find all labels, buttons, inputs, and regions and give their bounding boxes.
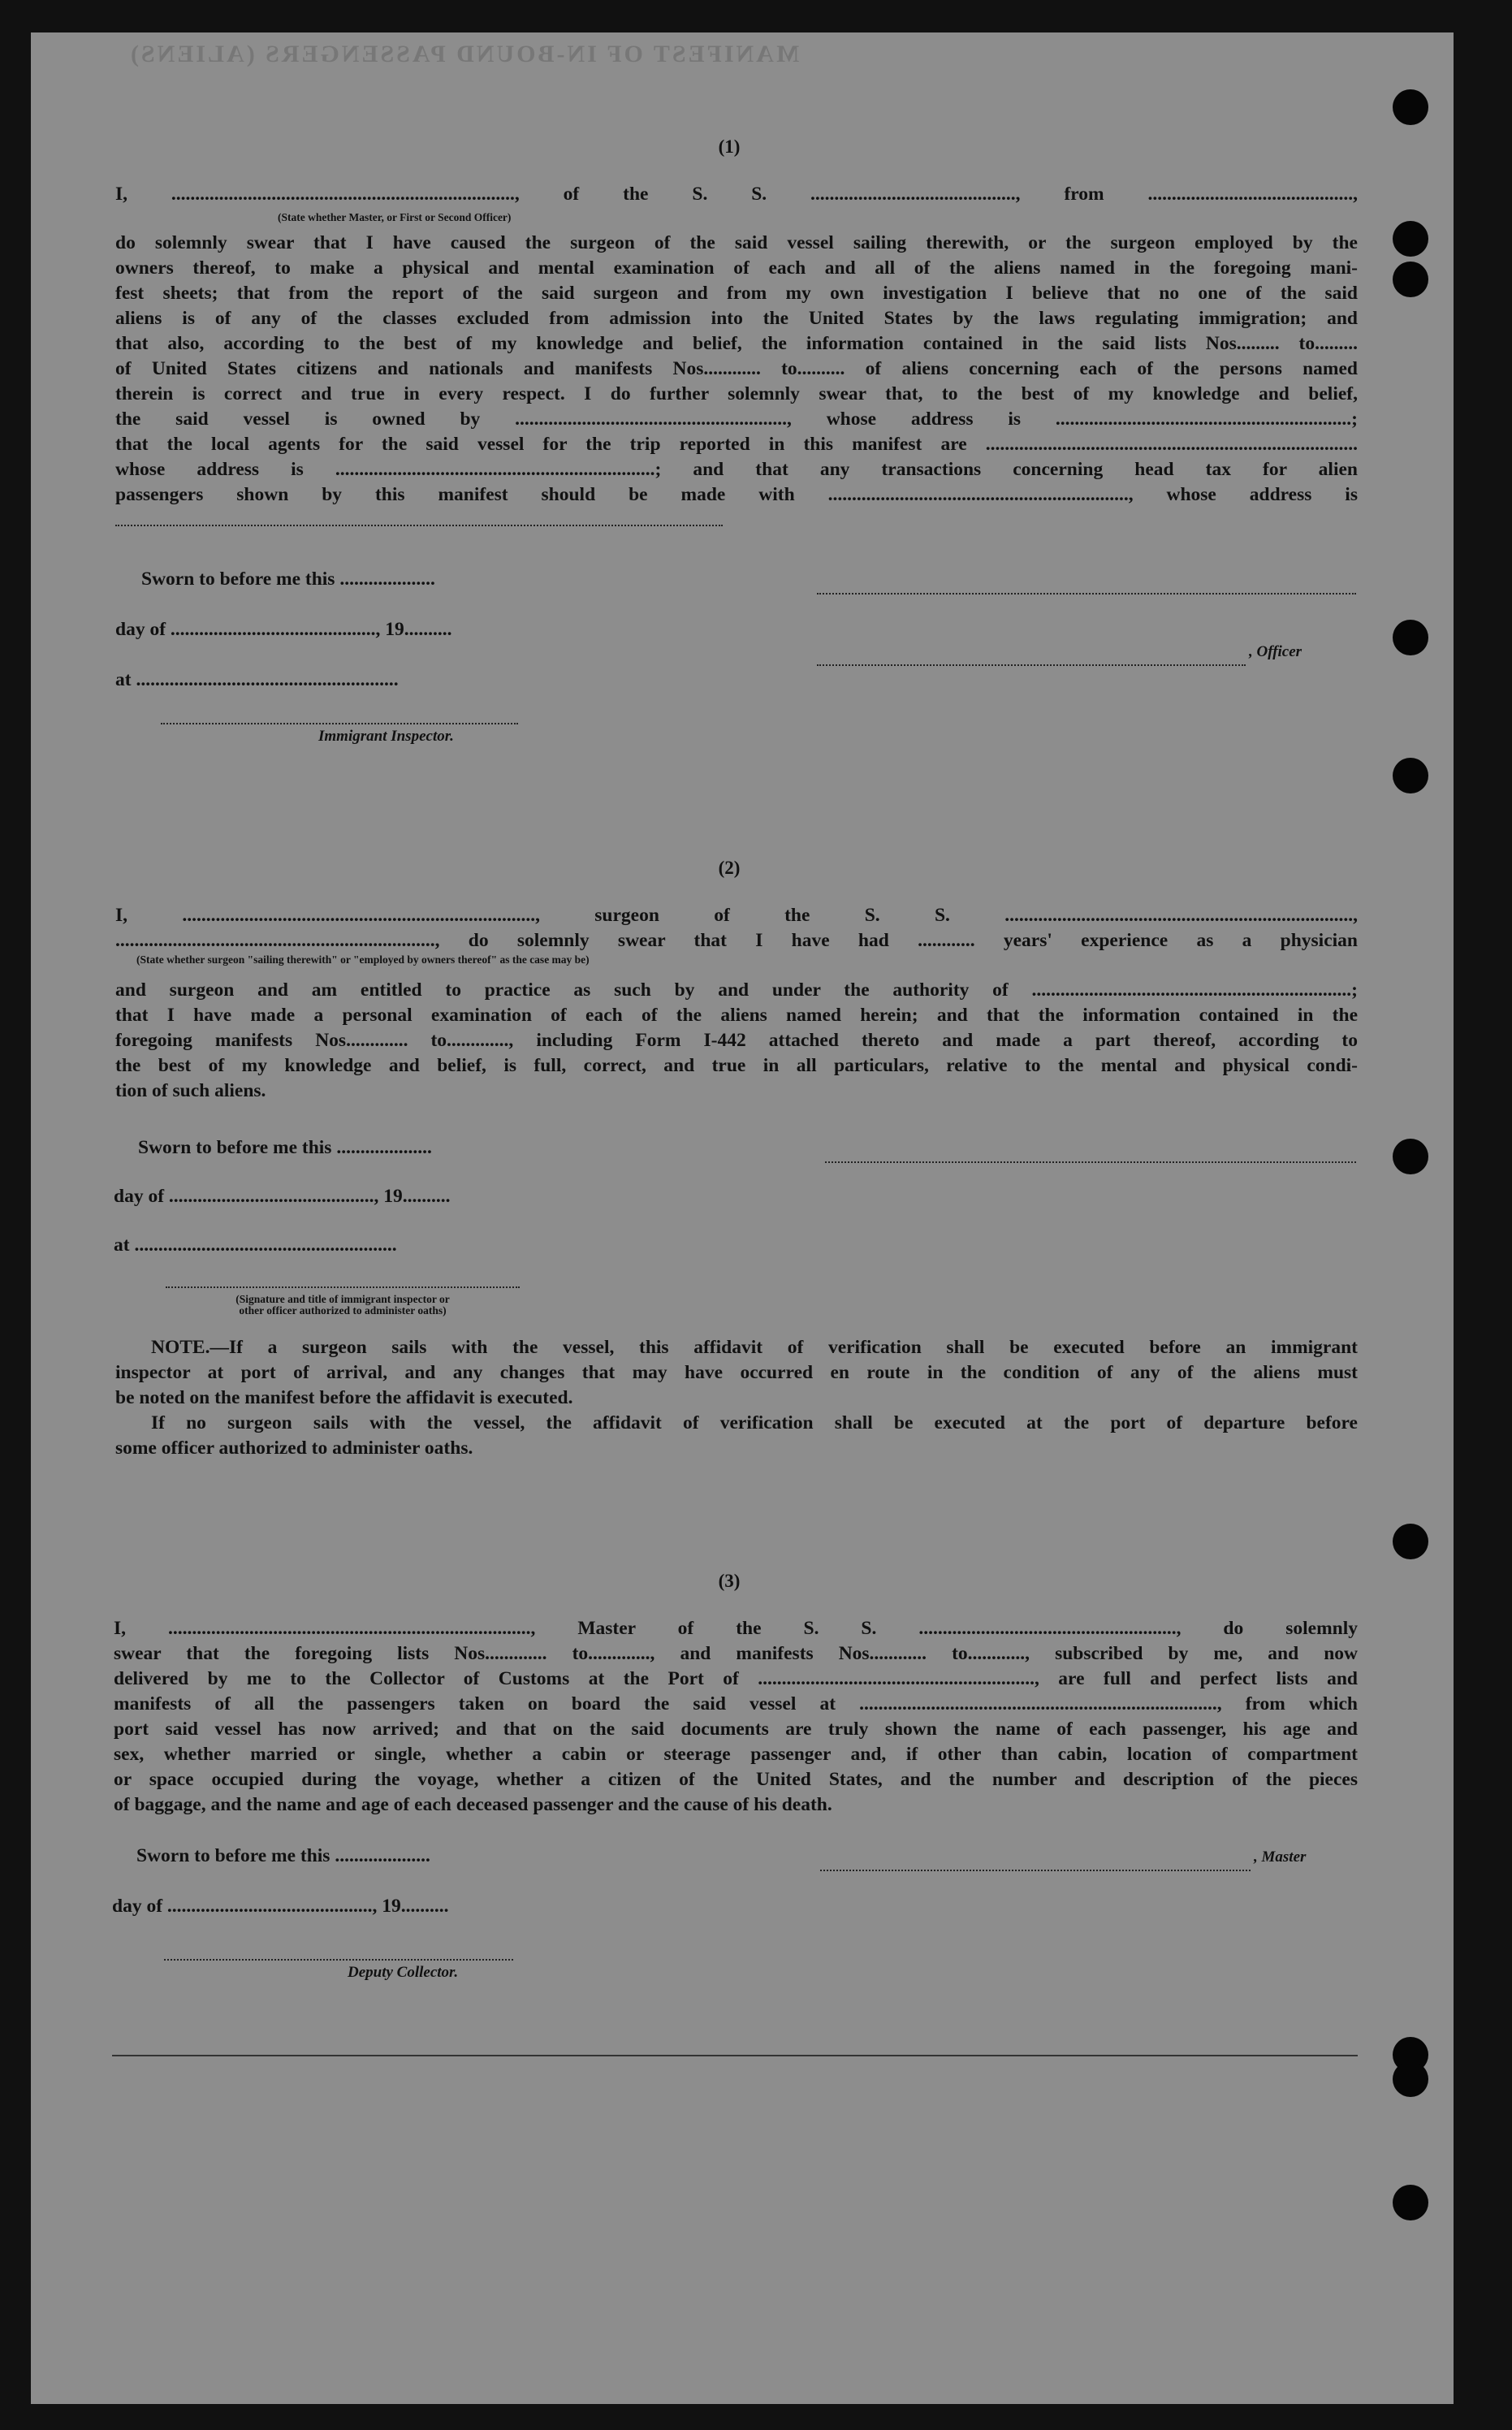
officer-signature-line bbox=[817, 664, 1246, 666]
binder-hole bbox=[1393, 620, 1428, 655]
binder-hole bbox=[1393, 1139, 1428, 1174]
section-2-line: foregoing manifests Nos............. to............., including Form I-442 attached thereto and made a part thereof, according to bbox=[115, 1030, 1358, 1051]
section-1-line: owners thereof, to make a physical and mental examination of each and all of the aliens named in the foregoing mani- bbox=[115, 257, 1358, 279]
section-2-number: (2) bbox=[718, 858, 741, 878]
binder-hole bbox=[1393, 262, 1428, 297]
section-3-line: or space occupied during the voyage, whether a citizen of the United States, and the number and description of the pieces bbox=[114, 1769, 1358, 1790]
note-line: inspector at port of arrival, and any changes that may have occurred en route in the condition of any of the aliens must bbox=[115, 1362, 1358, 1383]
section-3-line: swear that the foregoing lists Nos............. to............., and manifests Nos............ to............, subscribed by me, and now bbox=[114, 1643, 1358, 1664]
signature-note: other officer authorized to administer oaths) bbox=[239, 1304, 447, 1317]
signature-note: (Signature and title of immigrant inspector or bbox=[235, 1293, 450, 1305]
section-2-line: the best of my knowledge and belief, is full, correct, and true in all particulars, relative to the mental and physical condi- bbox=[115, 1055, 1358, 1076]
section-3-line: port said vessel has now arrived; and that on the said documents are truly shown the name of each passenger, his age and bbox=[114, 1719, 1358, 1740]
binder-hole bbox=[1393, 2185, 1428, 2220]
section-1-line: whose address is ...................................................................; and that any transactions concerning head tax for alien bbox=[115, 459, 1358, 480]
section-3-line: delivered by me to the Collector of Customs at the Port of .........................................................., are full and perfect lists and bbox=[114, 1668, 1358, 1689]
address-continuation-line bbox=[115, 525, 723, 526]
section-3-line: I, ............................................................................, Master of the S. S. ......................................................, do solemnly bbox=[114, 1618, 1358, 1639]
collector-signature-line bbox=[164, 1959, 513, 1961]
section-2-line: I, .........................................................................., surgeon of the S. S. ........................................................................., bbox=[115, 905, 1358, 926]
rank-note: (State whether Master, or First or Second Officer) bbox=[278, 211, 512, 223]
binder-hole bbox=[1393, 2061, 1428, 2097]
note-line: NOTE.—If a surgeon sails with the vessel, this affidavit of verification shall be executed before an immigrant bbox=[151, 1337, 1358, 1358]
binder-hole bbox=[1393, 1524, 1428, 1559]
section-3-line: manifests of all the passengers taken on board the said vessel at ..........................................................................., from which bbox=[114, 1693, 1358, 1714]
day-of-label: day of ..........................................., 19.......... bbox=[115, 619, 452, 640]
section-1-line: aliens is of any of the classes excluded from admission into the United States by the laws regulating immigration; and bbox=[115, 308, 1358, 329]
master-signature-line bbox=[820, 1870, 1251, 1871]
at-label: at ....................................................... bbox=[115, 669, 399, 690]
note-line: If no surgeon sails with the vessel, the affidavit of verification shall be executed at the port of departure before bbox=[151, 1412, 1358, 1433]
section-1-line: fest sheets; that from the report of the said surgeon and from my own investigation I believe that no one of the said bbox=[115, 283, 1358, 304]
note-line: some officer authorized to administer oaths. bbox=[115, 1438, 473, 1459]
binder-hole bbox=[1393, 758, 1428, 793]
bleed-through-header: MANIFEST OF IN-BOUND PASSENGERS (ALIENS) bbox=[128, 41, 800, 67]
officer-caption: , Officer bbox=[1249, 643, 1302, 660]
master-caption: , Master bbox=[1254, 1848, 1307, 1866]
binder-hole bbox=[1393, 221, 1428, 257]
binder-hole bbox=[1393, 89, 1428, 125]
section-2-line: tion of such aliens. bbox=[115, 1080, 266, 1101]
surgeon-status-note: (State whether surgeon "sailing therewith" or "employed by owners thereof" as the case may be) bbox=[136, 953, 590, 966]
section-1-line: do solemnly swear that I have caused the surgeon of the said vessel sailing therewith, or the surgeon employed by the bbox=[115, 232, 1358, 253]
collector-caption: Deputy Collector. bbox=[348, 1964, 459, 1981]
sworn-label: Sworn to before me this .................... bbox=[136, 1845, 430, 1866]
at-label: at ....................................................... bbox=[114, 1234, 397, 1256]
section-1-line: the said vessel is owned by ........................................................., whose address is ..............................................................; bbox=[115, 409, 1358, 430]
day-of-label: day of ..........................................., 19.......... bbox=[112, 1896, 449, 1917]
section-3-number: (3) bbox=[718, 1571, 741, 1591]
inspector-caption: Immigrant Inspector. bbox=[318, 728, 454, 745]
section-1-line: that the local agents for the said vessel for the trip reported in this manifest are .............................................................................. bbox=[115, 434, 1358, 455]
inspector-signature-line bbox=[166, 1286, 520, 1288]
surgeon-signature-line bbox=[825, 1161, 1356, 1163]
note-line: be noted on the manifest before the affidavit is executed. bbox=[115, 1387, 573, 1408]
manifest-page bbox=[31, 32, 1454, 2404]
section-1-number: (1) bbox=[718, 136, 741, 157]
section-2-line: and surgeon and am entitled to practice as such by and under the authority of ...................................................................; bbox=[115, 979, 1358, 1001]
section-1-line: of United States citizens and nationals and manifests Nos............ to.......... of aliens concerning each of the persons named bbox=[115, 358, 1358, 379]
section-1-line: that also, according to the best of my knowledge and belief, the information contained in the said lists Nos......... to......... bbox=[115, 333, 1358, 354]
sworn-label: Sworn to before me this .................... bbox=[138, 1137, 432, 1158]
section-1-line: passengers shown by this manifest should be made with ..............................................................., whose address is bbox=[115, 484, 1358, 505]
section-3-line: of baggage, and the name and age of each deceased passenger and the cause of his death. bbox=[114, 1794, 832, 1815]
day-of-label: day of ..........................................., 19.......... bbox=[114, 1186, 451, 1207]
bottom-rule bbox=[112, 2055, 1358, 2056]
section-1-line: therein is correct and true in every respect. I do further solemnly swear that, to the best of my knowledge and belief, bbox=[115, 383, 1358, 404]
section-3-line: sex, whether married or single, whether a cabin or steerage passenger and, if other than cabin, location of compartment bbox=[114, 1744, 1358, 1765]
section-1-line: I, ........................................................................, of the S. S. ..........................................., from ..........................................., bbox=[115, 184, 1358, 205]
sworn-label: Sworn to before me this .................... bbox=[141, 569, 435, 590]
section-2-line: ..................................................................., do solemnly swear that I have had ............ years' experience as a physician bbox=[115, 930, 1358, 951]
section-2-line: that I have made a personal examination of each of the aliens named herein; and that the information contained in the bbox=[115, 1005, 1358, 1026]
inspector-signature-line bbox=[161, 723, 518, 724]
officer-signature-line bbox=[817, 593, 1356, 595]
